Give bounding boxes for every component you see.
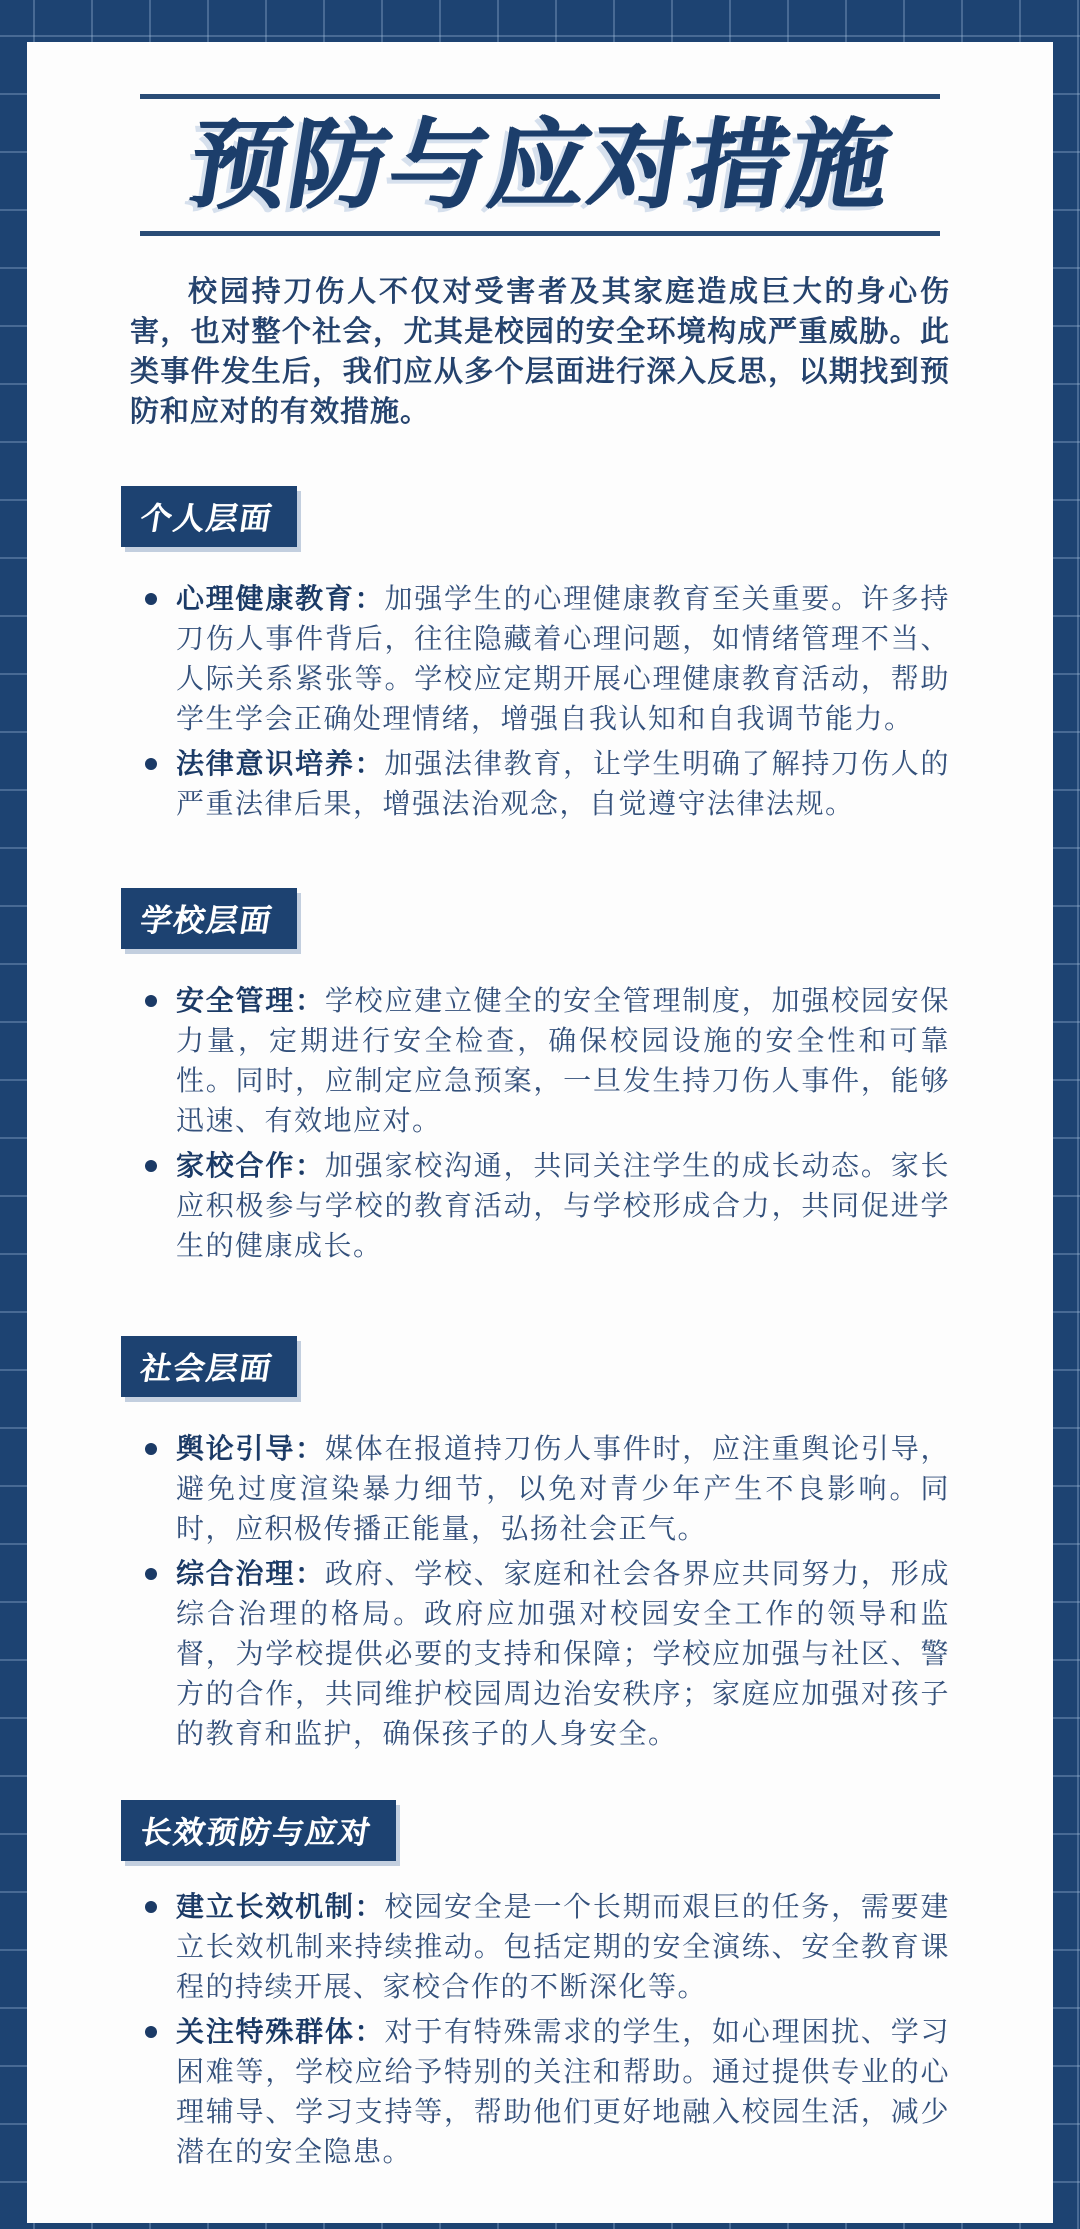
bullet-list [130, 1429, 950, 1754]
section-heading-label: 社会层面 [137, 1351, 276, 1386]
item-text: 媒体在报道持刀伤人事件时，应注重舆论引导，避免过度渲染暴力细节，以免对青少年产生不良影响。同时，应积极传播正能量，弘扬社会正气。 [176, 1433, 950, 1544]
list-item [130, 1887, 950, 2007]
item-label: 心理健康教育： [176, 583, 385, 614]
item-text: 加强学生的心理健康教育至关重要。许多持刀伤人事件背后，往往隐藏着心理问题，如情绪管理不当、人际关系紧张等。学校应定期开展心理健康教育活动，帮助学生学会正确处理情绪，增强自我认知和自我调节能力。 [176, 583, 950, 734]
list-item [130, 744, 950, 824]
item-text: 政府、学校、家庭和社会各界应共同努力，形成综合治理的格局。政府应加强对校园安全工作的领导和监督，为学校提供必要的支持和保障；学校应加强与社区、警方的合作，共同维护校园周边治安秩序；家庭应加强对孩子的教育和监护，确保孩子的人身安全。 [176, 1558, 950, 1749]
item-text: 加强法律教育，让学生明确了解持刀伤人的严重法律后果，增强法治观念，自觉遵守法律法规。 [176, 748, 950, 819]
title-block [130, 94, 950, 236]
list-item [130, 579, 950, 739]
section-heading-label: 学校层面 [137, 903, 276, 938]
bullet-list [130, 1887, 950, 2172]
item-text: 加强家校沟通，共同关注学生的成长动态。家长应积极参与学校的教育活动，与学校形成合力，共同促进学生的健康成长。 [176, 1150, 950, 1261]
intro-paragraph: 校园持刀伤人不仅对受害者及其家庭造成巨大的身心伤害，也对整个社会，尤其是校园的安全环境构成严重威胁。此类事件发生后，我们应从多个层面进行深入反思，以期找到预防和应对的有效措施。 [130, 276, 950, 428]
list-item [130, 2012, 950, 2172]
section-society-level [130, 1336, 950, 1754]
item-label: 综合治理： [176, 1558, 325, 1589]
item-label: 安全管理： [176, 985, 325, 1016]
list-item [130, 1429, 950, 1549]
section-heading-label: 个人层面 [137, 501, 276, 536]
item-label: 法律意识培养： [176, 748, 385, 779]
item-label: 关注特殊群体： [176, 2016, 385, 2047]
item-label: 建立长效机制： [176, 1891, 385, 1922]
section-heading-label: 长效预防与应对 [137, 1815, 375, 1850]
section-personal-level [130, 486, 950, 824]
section-heading-badge [121, 1336, 297, 1397]
section-heading-badge [121, 486, 297, 547]
list-item [130, 1146, 950, 1266]
page-title: 预防与应对措施 [181, 110, 899, 220]
item-label: 家校合作： [176, 1150, 325, 1181]
item-text: 学校应建立健全的安全管理制度，加强校园安保力量，定期进行安全检查，确保校园设施的安全性和可靠性。同时，应制定应急预案，一旦发生持刀伤人事件，能够迅速、有效地应对。 [176, 985, 950, 1136]
bullet-list [130, 579, 950, 824]
title-bottom-rule [140, 231, 940, 236]
section-heading-badge [121, 1800, 396, 1861]
list-item [130, 981, 950, 1141]
bullet-list [130, 981, 950, 1266]
item-text: 校园安全是一个长期而艰巨的任务，需要建立长效机制来持续推动。包括定期的安全演练、安全教育课程的持续开展、家校合作的不断深化等。 [176, 1891, 950, 2002]
section-heading-badge [121, 888, 297, 949]
section-school-level [130, 888, 950, 1266]
section-long-term [130, 1800, 950, 2172]
item-text: 对于有特殊需求的学生，如心理困扰、学习困难等，学校应给予特别的关注和帮助。通过提供专业的心理辅导、学习支持等，帮助他们更好地融入校园生活，减少潜在的安全隐患。 [176, 2016, 950, 2167]
title-top-rule [140, 94, 940, 99]
item-label: 舆论引导： [176, 1433, 325, 1464]
content-card [27, 42, 1053, 2223]
list-item [130, 1554, 950, 1754]
